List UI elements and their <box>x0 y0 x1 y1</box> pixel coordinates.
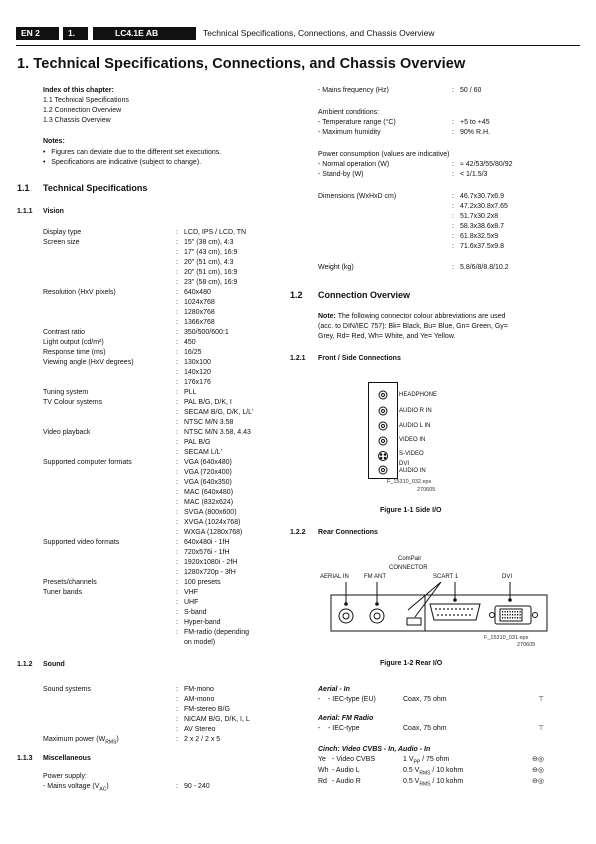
figure-file-date: 270605 <box>517 642 536 648</box>
cinch-icon: ⊖◎ <box>532 778 544 785</box>
spec-row: : VGA (640x350) <box>176 479 232 486</box>
dimension-row: Dimensions (WxHxD cm) : 46.7x30.7x6.9 <box>318 193 504 200</box>
spec-value: NTSC M/N 3.58 <box>184 419 234 426</box>
normal-operation-row: - Normal operation (W) : ≈ 42/53/55/80/92 <box>318 161 513 168</box>
spec-value: MAC (832x624) <box>184 499 234 506</box>
spec-row: Tuner bands : VHF <box>43 589 198 596</box>
chapter-tag: 1. <box>63 27 88 40</box>
spec-row: : NTSC M/N 3.58 <box>176 419 234 426</box>
spec-value: SECAM L/L' <box>184 449 222 456</box>
subsection-title: Rear Connections <box>318 529 378 536</box>
spec-label: Video playback <box>43 429 91 436</box>
spec-row: : 1280x768 <box>176 309 215 316</box>
spec-value: 130x100 <box>184 359 211 366</box>
weight-row: Weight (kg) : 5.8/6/8/8.8/10.2 <box>318 264 509 271</box>
spec-row: Supported video formats : 640x480i - 1fH <box>43 539 230 546</box>
mains-frequency-row: - Mains frequency (Hz) : 50 / 60 <box>318 87 482 94</box>
subsection-number: 1.1.1 <box>17 208 33 215</box>
spec-value: 1366x768 <box>184 319 215 326</box>
note-item: • Specifications are indicative (subject to change). <box>43 159 202 166</box>
spec-row: : SECAM B/G, D/K, L/L' <box>176 409 254 416</box>
spec-value: on model) <box>184 639 216 646</box>
header-divider <box>16 45 580 46</box>
model-tag: LC4.1E AB <box>93 27 196 40</box>
spec-value: 176x176 <box>184 379 211 386</box>
spec-row: : Hyper-band <box>176 619 221 626</box>
section-number: 1.1 <box>17 183 30 193</box>
dimension-row: : 51.7x30.2x8 <box>452 213 499 220</box>
chapter-title: 1. Technical Specifications, Connections, and Chassis Overview <box>17 56 466 72</box>
index-item[interactable]: 1.2 Connection Overview <box>43 107 122 114</box>
aerial-in-connector <box>339 609 353 623</box>
spec-label: Tuner bands <box>43 589 83 596</box>
spec-row: : WXGA (1280x768) <box>176 529 243 536</box>
spec-value: LCD, IPS / LCD, TN <box>184 229 247 236</box>
dimension-row: : 71.6x37.5x9.8 <box>452 243 504 250</box>
spec-label: TV Colour systems <box>43 399 103 406</box>
section-number: 1.2 <box>290 290 303 300</box>
spec-label: Tuning system <box>43 389 89 396</box>
spec-row: : 1920x1080i - 2fH <box>176 559 238 566</box>
io-label: HEADPHONE <box>399 392 438 398</box>
scart-connector <box>430 604 480 620</box>
note-line: Grey, Rd= Red, Wh= White, and Ye= Yellow. <box>318 333 456 340</box>
spec-value: FM-radio (depending <box>184 629 249 636</box>
index-item[interactable]: 1.3 Chassis Overview <box>43 117 111 124</box>
spec-row: : PAL B/G <box>176 439 211 446</box>
spec-value: 1280x768 <box>184 309 215 316</box>
spec-value: AM-mono <box>184 696 215 703</box>
spec-row: : FM-radio (depending <box>176 629 249 636</box>
spec-label: Screen size <box>43 239 80 246</box>
subsection-number: 1.2.1 <box>290 355 306 362</box>
spec-value: VGA (640x480) <box>184 459 232 466</box>
spec-value: MAC (640x480) <box>184 489 234 496</box>
spec-value: 1024x768 <box>184 299 215 306</box>
spec-label: Supported video formats <box>43 539 120 546</box>
scart-label: SCART 1 <box>433 574 459 580</box>
spec-value: Hyper-band <box>184 619 221 626</box>
note-item: • Figures can deviate due to the different set executions. <box>43 149 222 156</box>
subsection-number: 1.1.2 <box>17 661 33 668</box>
io-label: VIDEO IN <box>399 437 426 443</box>
spec-value: 720x576i - 1fH <box>184 549 230 556</box>
cinch-row: Wh - Audio L 0.5 $V_{RMS} / 10$ kohm ⊖◎ <box>318 767 544 777</box>
spec-value: 640x480 <box>184 289 211 296</box>
antenna-icon: ⊤ <box>538 725 545 732</box>
spec-value: NICAM B/G, D/K, I, L <box>184 716 250 723</box>
spec-row: : 1280x720p - 3fH <box>176 569 236 576</box>
spec-row: : SECAM L/L' <box>176 449 222 456</box>
subsection-title: Sound <box>43 661 65 668</box>
spec-value: PLL <box>184 389 197 396</box>
spec-row: : 23" (58 cm), 16:9 <box>176 279 238 286</box>
spec-row: : VGA (720x400) <box>176 469 232 476</box>
spec-label: Presets/channels <box>43 579 97 586</box>
spec-row: Video playback : NTSC M/N 3.58, 4.43 <box>43 429 251 436</box>
note-line: (acc. to DIN/IEC 757): Bk= Black, Bu= Blue, Gn= Green, Gy= <box>318 323 508 330</box>
video-jack <box>379 437 387 445</box>
rear-io-diagram <box>330 582 550 634</box>
spec-value: VHF <box>184 589 198 596</box>
spec-value: FM-stereo B/G <box>184 706 230 713</box>
spec-value: XVGA (1024x768) <box>184 519 241 526</box>
spec-value: 20" (51 cm), 16:9 <box>184 269 238 276</box>
figure-file-ref: F_15310_032.eps <box>387 479 432 485</box>
spec-value: AV Stereo <box>184 726 216 733</box>
spec-row: : MAC (640x480) <box>176 489 234 496</box>
dvi-audio-jack <box>379 466 387 474</box>
subsection-title: Front / Side Connections <box>318 355 401 362</box>
compair-connector <box>407 618 421 625</box>
spec-value: 1280x720p - 3fH <box>184 569 236 576</box>
cinch-row: Ye - Video CVBS 1 $V_{PP} / 75$ ohm ⊖◎ <box>318 756 544 766</box>
spec-value: 15" (38 cm), 4:3 <box>184 239 234 246</box>
spec-row: : MAC (832x624) <box>176 499 234 506</box>
fm-ant-connector <box>370 609 384 623</box>
spec-row: : 720x576i - 1fH <box>176 549 230 556</box>
spec-value: WXGA (1280x768) <box>184 529 243 536</box>
spec-value: SVGA (800x600) <box>184 509 237 516</box>
spec-value: UHF <box>184 599 199 606</box>
spec-row: : 20" (51 cm), 4:3 <box>176 259 234 266</box>
spec-row: Maximum power $(W_{RMS})$ : 2 x 2 / 2 x 5 <box>43 736 221 746</box>
spec-row: : UHF <box>176 599 199 606</box>
spec-row: Viewing angle (HxV degrees) : 130x100 <box>43 359 211 366</box>
headphone-jack <box>379 391 387 399</box>
standby-row: - Stand-by (W) : < 1/1.5/3 <box>318 171 488 178</box>
spec-row: Supported computer formats : VGA (640x480) <box>43 459 232 466</box>
subsection-title: Miscellaneous <box>43 755 91 762</box>
spec-row: Tuning system : PLL <box>43 389 197 396</box>
cinch-icon: ⊖◎ <box>532 756 544 763</box>
header-title: Technical Specifications, Connections, and Chassis Overview <box>203 28 435 38</box>
spec-value: 350/500/600:1 <box>184 329 229 336</box>
temperature-row: - Temperature range (°C) : +5 to +45 <box>318 119 490 126</box>
spec-row: : 176x176 <box>176 379 211 386</box>
spec-row: TV Colour systems : PAL B/G, D/K, I <box>43 399 232 406</box>
spec-label: Display type <box>43 229 82 236</box>
spec-row: : 1366x768 <box>176 319 215 326</box>
spec-value: 140x120 <box>184 369 211 376</box>
spec-label: Maximum power $(W_{RMS})$ <box>43 736 119 746</box>
spec-row: : 1024x768 <box>176 299 215 306</box>
svideo-jack <box>379 452 388 461</box>
fm-radio-row: - - IEC-type Coax, 75 ohm ⊤ <box>318 725 545 732</box>
spec-label: Supported computer formats <box>43 459 132 466</box>
dimension-row: : 58.3x38.6x8.7 <box>452 223 504 230</box>
compair-label: CONNECTOR <box>389 565 428 571</box>
spec-label: Light output (cd/m²) <box>43 339 104 346</box>
aerial-in-row: - - IEC-type (EU) Coax, 75 ohm ⊤ <box>318 696 545 703</box>
spec-value: PAL B/G <box>184 439 211 446</box>
spec-row: : SVGA (800x600) <box>176 509 237 516</box>
spec-row <box>43 638 283 648</box>
spec-value: SECAM B/G, D/K, L/L' <box>184 409 254 416</box>
spec-value: 100 presets <box>184 579 221 586</box>
figure-caption: Figure 1-2 Rear I/O <box>380 660 443 667</box>
spec-row: Resolution (HxV pixels) : 640x480 <box>43 289 211 296</box>
ambient-title: Ambient conditions: <box>318 109 380 116</box>
io-label: AUDIO R IN <box>399 408 432 414</box>
fm-label: FM ANT <box>364 574 386 580</box>
io-label: S-VIDEO <box>399 451 424 457</box>
spec-row: : AV Stereo <box>176 726 216 733</box>
spec-value: 23" (58 cm), 16:9 <box>184 279 238 286</box>
aerial-in-title: Aerial - In <box>318 686 350 693</box>
spec-label: Contrast ratio <box>43 329 86 336</box>
spec-row: : XVGA (1024x768) <box>176 519 241 526</box>
spec-row: Sound systems : FM-mono <box>43 686 214 693</box>
side-io-jacks <box>368 382 398 478</box>
figure-caption: Figure 1-1 Side I/O <box>380 507 442 514</box>
spec-value: S-band <box>184 609 207 616</box>
spec-value: 2 x 2 / 2 x 5 <box>184 736 221 743</box>
spec-row: : FM-stereo B/G <box>176 706 230 713</box>
spec-row: : 140x120 <box>176 369 211 376</box>
spec-value: 20" (51 cm), 4:3 <box>184 259 234 266</box>
spec-row: Presets/channels : 100 presets <box>43 579 221 586</box>
cinch-title: Cinch: Video CVBS - In, Audio - In <box>318 746 431 753</box>
spec-value: 640x480i - 1fH <box>184 539 230 546</box>
dvi-label: DVI <box>502 574 513 580</box>
subsection-number: 1.1.3 <box>17 755 33 762</box>
spec-row: : S-band <box>176 609 207 616</box>
power-consumption-title: Power consumption (values are indicative) <box>318 151 450 158</box>
note-line: Note: The following connector colour abbreviations are used <box>318 313 506 320</box>
figure-file-ref: F_15310_031.eps <box>484 635 529 641</box>
page-tag-en: EN 2 <box>16 27 59 40</box>
audio-r-jack <box>379 407 387 415</box>
spec-row: : 20" (51 cm), 16:9 <box>176 269 238 276</box>
spec-row: Contrast ratio : 350/500/600:1 <box>43 329 229 336</box>
spec-row: : NICAM B/G, D/K, I, L <box>176 716 250 723</box>
section-title: Technical Specifications <box>43 183 148 193</box>
spec-value: NTSC M/N 3.58, 4.43 <box>184 429 251 436</box>
spec-label: Resolution (HxV pixels) <box>43 289 116 296</box>
spec-value: 1920x1080i - 2fH <box>184 559 238 566</box>
mains-voltage-row: - Mains voltage $(V_{AC})$ : 90 - 240 <box>43 783 210 793</box>
spec-row: : AM-mono <box>176 696 215 703</box>
io-label: AUDIO IN <box>399 468 426 474</box>
spec-label: Viewing angle (HxV degrees) <box>43 359 134 366</box>
fm-radio-title: Aerial: FM Radio <box>318 715 374 722</box>
spec-value: FM-mono <box>184 686 214 693</box>
subsection-title: Vision <box>43 208 64 215</box>
subsection-number: 1.2.2 <box>290 529 306 536</box>
spec-row: : 17" (43 cm), 16:9 <box>176 249 238 256</box>
compair-label: ComPair <box>398 556 422 562</box>
spec-label: Sound systems <box>43 686 91 693</box>
section-title: Connection Overview <box>318 290 411 300</box>
spec-value: 17" (43 cm), 16:9 <box>184 249 238 256</box>
figure-file-date: 270605 <box>417 487 436 493</box>
dimension-row: : 47.2x30.8x7.65 <box>452 203 508 210</box>
spec-row: Light output (cd/m²) : 450 <box>43 339 196 346</box>
humidity-row: - Maximum humidity : 90% R.H. <box>318 129 490 136</box>
io-label: AUDIO L IN <box>399 423 431 429</box>
cinch-icon: ⊖◎ <box>532 767 544 774</box>
spec-label: Response time (ms) <box>43 349 106 356</box>
audio-l-jack <box>379 422 387 430</box>
spec-value: VGA (720x400) <box>184 469 232 476</box>
cinch-row: Rd - Audio R 0.5 $V_{RMS} / 10$ kohm ⊖◎ <box>318 778 544 788</box>
spec-row: Screen size : 15" (38 cm), 4:3 <box>43 239 234 246</box>
antenna-icon: ⊤ <box>538 696 545 703</box>
spec-row: Display type : LCD, IPS / LCD, TN <box>43 229 247 236</box>
spec-value: 450 <box>184 339 196 346</box>
spec-value: PAL B/G, D/K, I <box>184 399 232 406</box>
io-label: DVI <box>399 461 410 467</box>
power-supply-label: Power supply: <box>43 773 87 780</box>
index-item[interactable]: 1.1 Technical Specifications <box>43 97 129 104</box>
spec-row: Response time (ms) : 16/25 <box>43 349 202 356</box>
index-title: Index of this chapter: <box>43 87 114 94</box>
spec-value: VGA (640x350) <box>184 479 232 486</box>
dimension-row: : 61.8x32.5x9 <box>452 233 499 240</box>
notes-title: Notes: <box>43 138 65 145</box>
aerial-label: AERIAL IN <box>320 574 349 580</box>
spec-value: 16/25 <box>184 349 202 356</box>
